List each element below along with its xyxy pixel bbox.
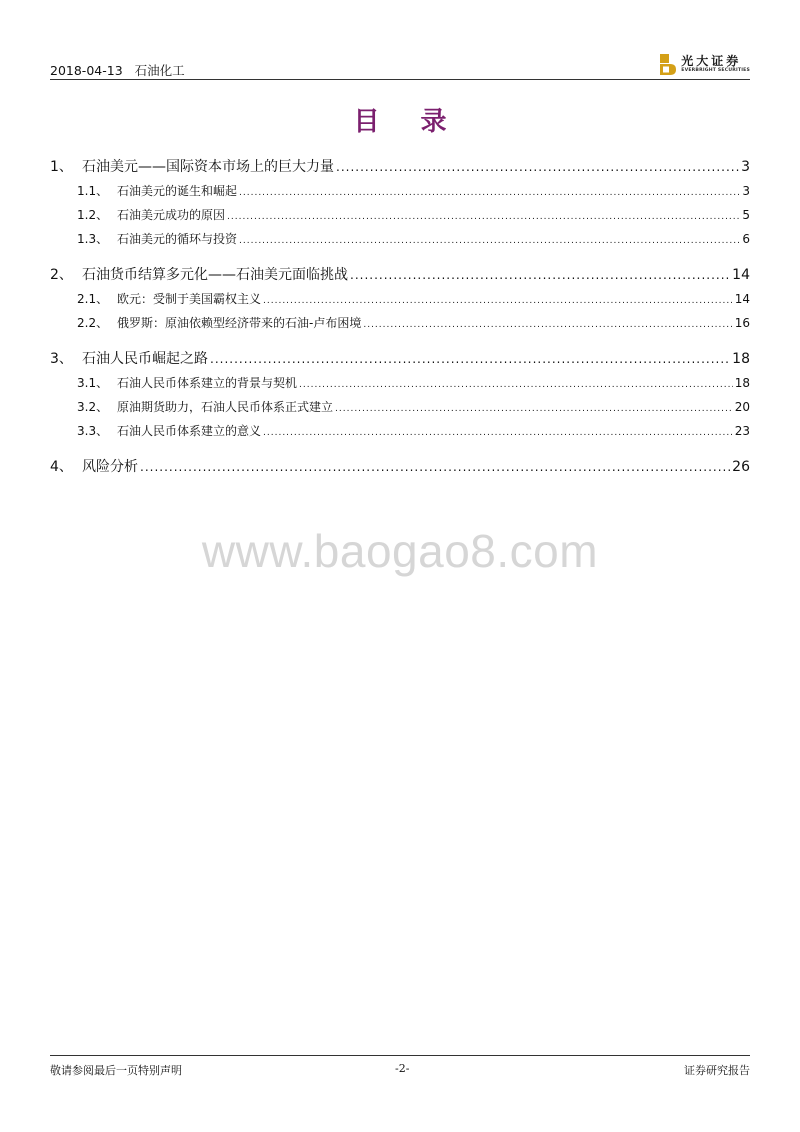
footer-report-type: 证券研究报告 <box>684 1064 750 1077</box>
toc-dot-leader <box>239 188 740 198</box>
toc-entry-title: 欧元：受制于美国霸权主义 <box>117 292 262 306</box>
toc-entry-page: 6 <box>742 232 750 246</box>
toc-dot-leader <box>336 160 739 174</box>
toc-entry-title: 风险分析 <box>82 459 138 475</box>
toc-dot-leader <box>350 268 730 282</box>
toc-entry-title: 石油人民币体系建立的意义 <box>117 424 262 438</box>
watermark: www.baogao8.com <box>201 525 599 577</box>
page-footer <box>50 1055 750 1085</box>
toc-entry-title: 石油美元的循环与投资 <box>117 232 238 246</box>
report-sector: 石油化工 <box>134 63 185 78</box>
toc-entry-number: 2、 <box>50 267 73 283</box>
logo-mark-icon <box>660 54 676 75</box>
toc-entry-page: 23 <box>734 424 750 438</box>
page-number: -2- <box>395 1062 410 1075</box>
toc-entry-page: 3 <box>742 184 750 198</box>
toc-dot-leader <box>363 320 732 330</box>
toc-entry[interactable] <box>50 348 750 368</box>
toc-entry-page: 18 <box>732 351 750 367</box>
header-meta <box>50 61 185 79</box>
toc-entry-page: 14 <box>734 292 750 306</box>
logo-name-en: EVERBRIGHT SECURITIES <box>681 67 750 73</box>
report-date: 2018-04-13 <box>50 63 123 78</box>
page-header <box>50 50 750 80</box>
toc-entry-title: 石油美元成功的原因 <box>117 208 226 222</box>
toc-entry-title: 石油人民币体系建立的背景与契机 <box>117 376 298 390</box>
toc-entry[interactable] <box>50 422 750 439</box>
toc-dot-leader <box>299 380 733 390</box>
footer-disclaimer: 敬请参阅最后一页特别声明 <box>50 1064 182 1077</box>
toc-entry-number: 3、 <box>50 351 73 367</box>
toc-entry-number: 3.3、 <box>77 424 109 438</box>
toc-entry-number: 3.2、 <box>77 400 109 414</box>
toc-entry-number: 3.1、 <box>77 376 109 390</box>
toc-entry[interactable] <box>50 398 750 415</box>
logo-name-cn: 光大证券 <box>681 53 742 68</box>
toc-entry[interactable] <box>50 314 750 331</box>
toc-entry-page: 3 <box>741 159 750 175</box>
toc-entry-page: 20 <box>734 400 750 414</box>
toc-entry-title: 石油货币结算多元化——石油美元面临挑战 <box>82 267 348 283</box>
toc-entry-page: 18 <box>734 376 750 390</box>
toc-title: 目 录 <box>353 107 463 137</box>
toc-entry[interactable] <box>50 206 750 223</box>
toc-dot-leader <box>239 236 740 246</box>
toc-entry[interactable] <box>50 290 750 307</box>
toc-dot-leader <box>335 404 733 414</box>
toc-entry-title: 石油人民币崛起之路 <box>82 351 208 367</box>
toc-entry[interactable] <box>50 374 750 391</box>
toc-entry[interactable] <box>50 182 750 199</box>
toc-entry-number: 4、 <box>50 459 73 475</box>
toc-entry[interactable] <box>50 230 750 247</box>
toc-entry-title: 原油期货助力，石油人民币体系正式建立 <box>117 400 334 414</box>
toc-dot-leader <box>140 460 730 474</box>
toc-entry-number: 1.1、 <box>77 184 109 198</box>
toc-entry-number: 1、 <box>50 159 73 175</box>
toc-dot-leader <box>263 296 733 306</box>
toc-entry-page: 14 <box>732 267 750 283</box>
toc-entry-page: 16 <box>734 316 750 330</box>
toc-entry-number: 2.2、 <box>77 316 109 330</box>
toc-entry[interactable] <box>50 264 750 284</box>
toc-entry-title: 石油美元——国际资本市场上的巨大力量 <box>82 159 334 175</box>
toc-entry-number: 1.3、 <box>77 232 109 246</box>
toc-entry-title: 俄罗斯：原油依赖型经济带来的石油-卢布困境 <box>117 316 362 330</box>
toc-dot-leader <box>210 352 730 366</box>
toc-entry-page: 26 <box>732 459 750 475</box>
toc-entry-title: 石油美元的诞生和崛起 <box>117 184 238 198</box>
toc-dot-leader <box>263 428 733 438</box>
everbright-logo <box>660 52 750 76</box>
toc-entry[interactable] <box>50 156 750 176</box>
toc-entry[interactable] <box>50 456 750 476</box>
toc-entry-number: 2.1、 <box>77 292 109 306</box>
toc-entry-page: 5 <box>742 208 750 222</box>
toc-dot-leader <box>227 212 740 222</box>
toc-entry-number: 1.2、 <box>77 208 109 222</box>
